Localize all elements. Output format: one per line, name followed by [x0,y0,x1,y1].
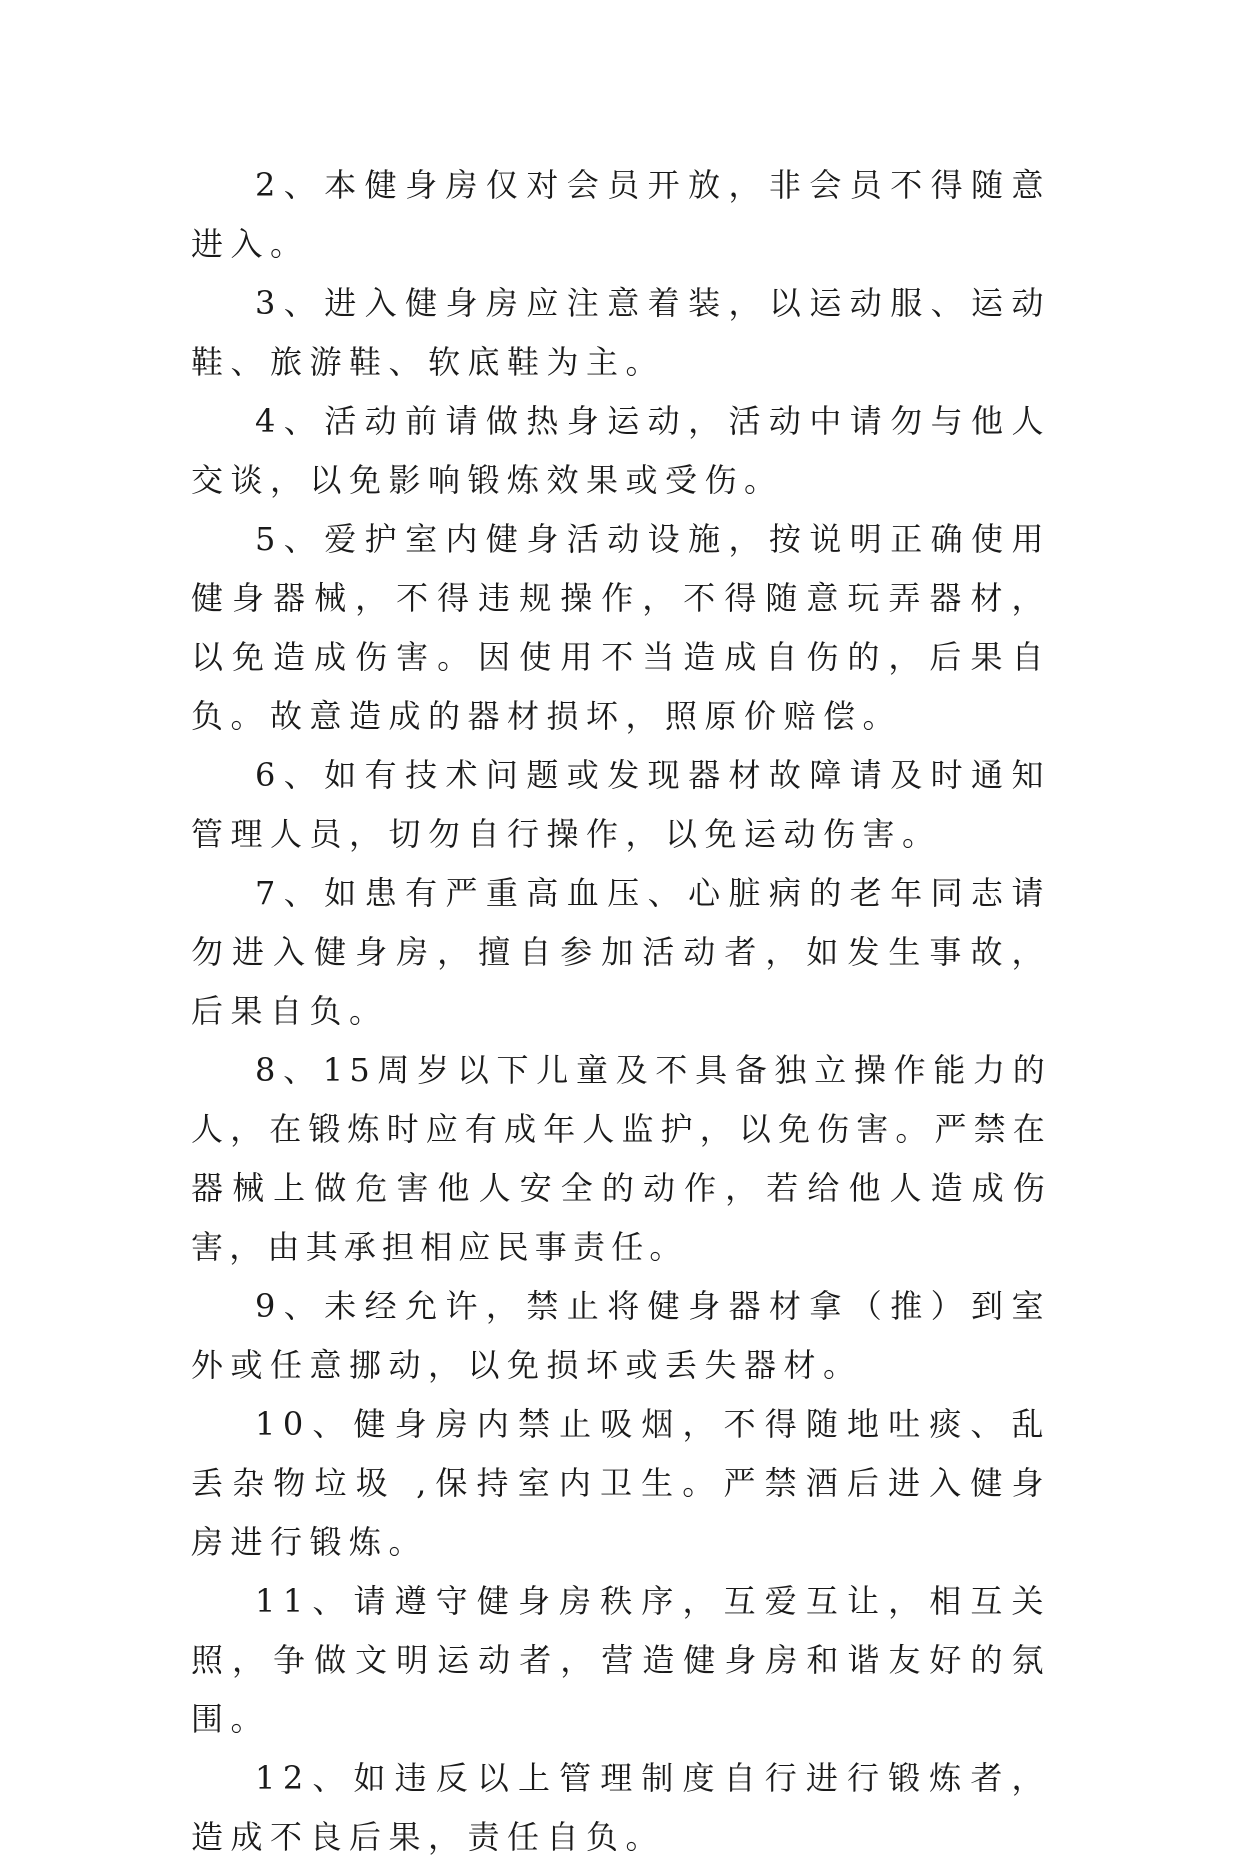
rule-12: 12、如违反以上管理制度自行进行锻炼者，造成不良后果，责任自负。 [191,1759,1051,1856]
rule-2: 2、本健身房仅对会员开放，非会员不得随意进入。 [191,166,1051,263]
rule-11: 11、请遵守健身房秩序，互爱互让，相互关照，争做文明运动者，营造健身房和谐友好的氛围。 [191,1582,1051,1738]
rule-4: 4、活动前请做热身运动，活动中请勿与他人交谈，以免影响锻炼效果或受伤。 [191,402,1051,499]
rule-10: 10、健身房内禁止吸烟，不得随地吐痰、乱丢杂物垃圾 ,保持室内卫生。严禁酒后进入健身房进行锻炼。 [191,1405,1051,1561]
rule-5: 5、爱护室内健身活动设施，按说明正确使用健身器械，不得违规操作，不得随意玩弄器材，以免造成伤害。因使用不当造成自伤的，后果自负。故意造成的器材损坏，照原价赔偿。 [191,520,1051,735]
rule-7: 7、如患有严重高血压、心脏病的老年同志请勿进入健身房，擅自参加活动者，如发生事故，后果自负。 [191,874,1051,1030]
rule-8: 8、15周岁以下儿童及不具备独立操作能力的人，在锻炼时应有成年人监护，以免伤害。严禁在器械上做危害他人安全的动作，若给他人造成伤害，由其承担相应民事责任。 [191,1051,1051,1266]
rule-9: 9、未经允许，禁止将健身器材拿（推）到室外或任意挪动，以免损坏或丢失器材。 [191,1287,1051,1384]
rules-body [191,156,1051,1867]
rule-3: 3、进入健身房应注意着装，以运动服、运动鞋、旅游鞋、软底鞋为主。 [191,284,1051,381]
rule-6: 6、如有技术问题或发现器材故障请及时通知管理人员，切勿自行操作，以免运动伤害。 [191,756,1051,853]
